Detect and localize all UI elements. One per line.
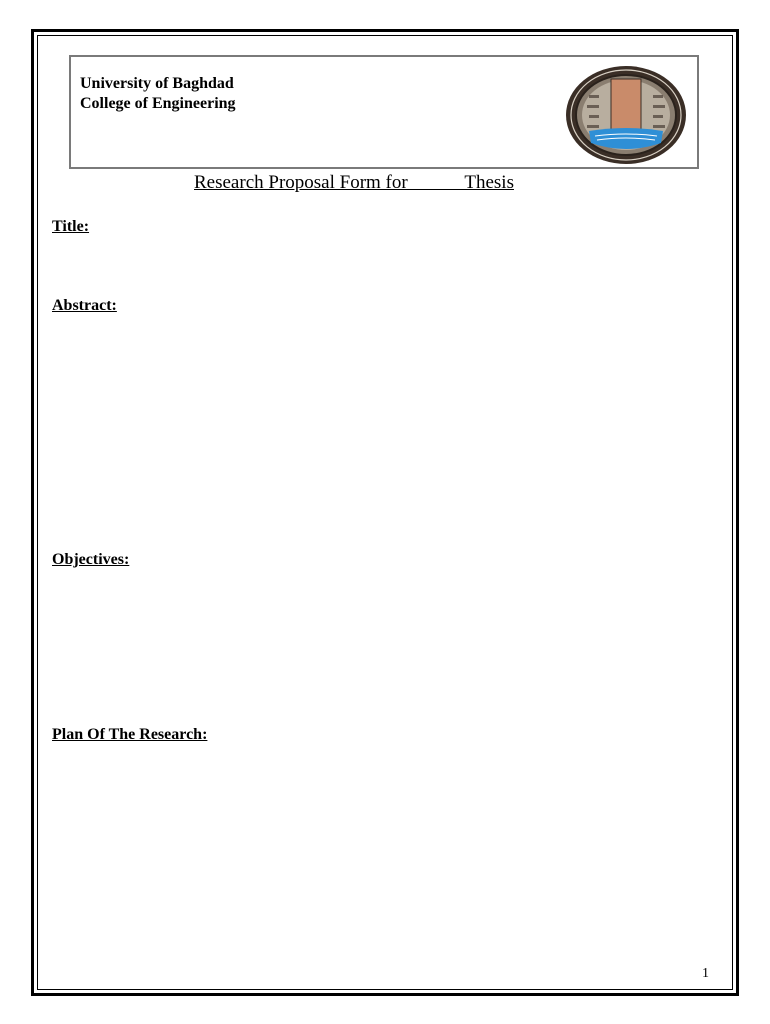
university-name: University of Baghdad xyxy=(80,75,234,92)
form-title: Research Proposal Form for Thesis xyxy=(194,172,514,193)
abstract-label: Abstract: xyxy=(52,297,117,314)
plan-label: Plan Of The Research: xyxy=(52,726,208,743)
college-name: College of Engineering xyxy=(80,95,236,112)
page-number: 1 xyxy=(702,966,709,981)
objectives-label: Objectives: xyxy=(52,551,130,568)
title-label: Title: xyxy=(52,218,90,235)
university-seal-icon xyxy=(565,65,687,165)
